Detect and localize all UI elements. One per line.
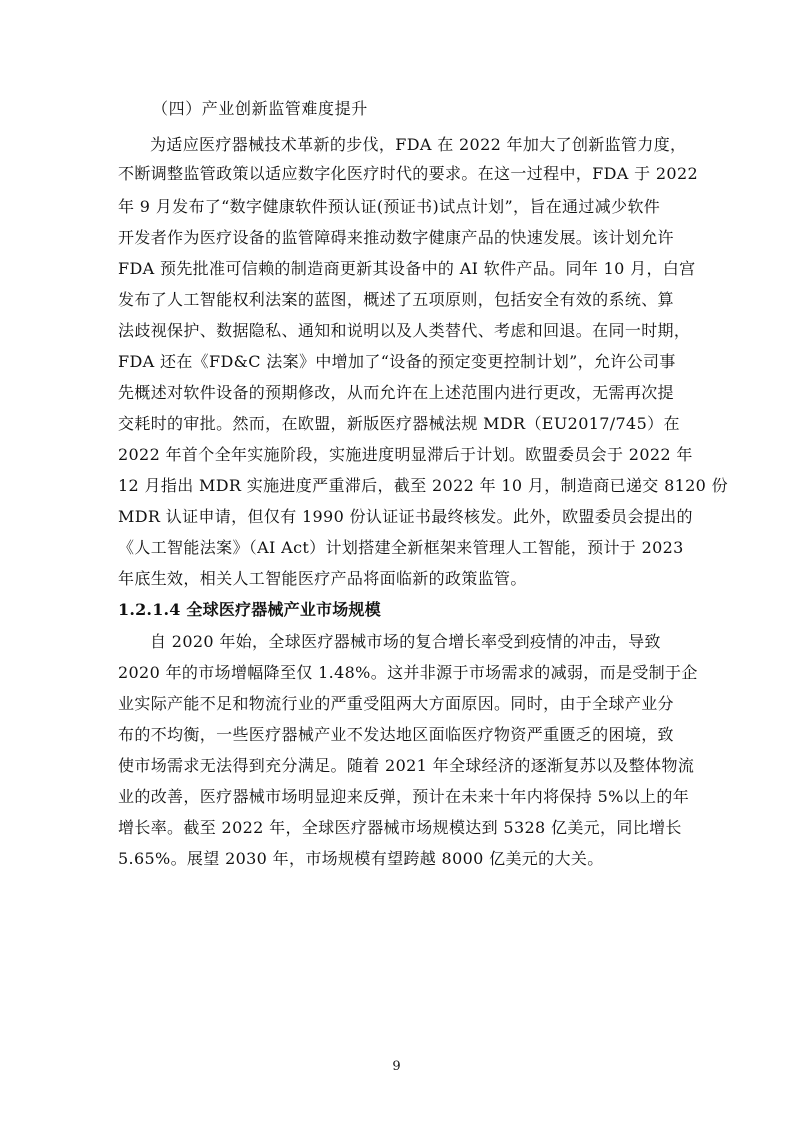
- text-line: 发布了人工智能权利法案的蓝图，概述了五项原则，包括安全有效的系统、算: [118, 290, 674, 309]
- text-line: 5.65%。展望 2030 年，市场规模有望跨越 8000 亿美元的大关。: [118, 849, 604, 868]
- text-line: 2020 年的市场增幅降至仅 1.48%。这并非源于市场需求的减弱，而是受制于企: [118, 663, 698, 682]
- text-line: 为适应医疗器械技术革新的步伐，FDA 在 2022 年加大了创新监管力度，: [150, 135, 687, 154]
- text-line: MDR 认证申请，但仅有 1990 份认证证书最终核发。此外，欧盟委员会提出的: [118, 507, 693, 526]
- text-line: 《人工智能法案》（AI Act）计划搭建全新框架来管理人工智能，预计于 2023: [118, 538, 684, 557]
- text-line: 增长率。截至 2022 年，全球医疗器械市场规模达到 5328 亿美元，同比增长: [118, 818, 682, 837]
- text-line: FDA 预先批准可信赖的制造商更新其设备中的 AI 软件产品。同年 10 月，白宫: [118, 259, 696, 278]
- text-line: 使市场需求无法得到充分满足。随着 2021 年全球经济的逐渐复苏以及整体物流: [118, 756, 695, 775]
- text-line: 布的不均衡，一些医疗器械产业不发达地区面临医疗物资严重匮乏的困境，致: [118, 725, 674, 744]
- subsection-heading: 1.2.1.4 全球医疗器械产业市场规模: [118, 600, 381, 619]
- text-line: 业实际产能不足和物流行业的严重受阻两大方面原因。同时，由于全球产业分: [118, 694, 674, 713]
- text-line: 2022 年首个全年实施阶段，实施进度明显滞后于计划。欧盟委员会于 2022 年: [118, 445, 693, 464]
- text-line: 法歧视保护、数据隐私、通知和说明以及人类替代、考虑和回退。在同一时期，: [118, 321, 691, 340]
- text-line: 交耗时的审批。然而，在欧盟，新版医疗器械法规 MDR（EU2017/745）在: [118, 414, 680, 433]
- section-heading: （四）产业创新监管难度提升: [152, 99, 368, 118]
- text-line: FDA 还在《FD&C 法案》中增加了“设备的预定变更控制计划”，允许公司事: [118, 352, 676, 371]
- text-line: 年 9 月发布了“数字健康软件预认证(预证书)试点计划”，旨在通过减少软件: [118, 197, 661, 216]
- text-line: 先概述对软件设备的预期修改，从而允许在上述范围内进行更改，无需再次提: [118, 383, 674, 402]
- text-line: 业的改善，医疗器械市场明显迎来反弹，预计在未来十年内将保持 5%以上的年: [118, 787, 690, 806]
- text-line: 自 2020 年始，全球医疗器械市场的复合增长率受到疫情的冲击，导致: [150, 632, 661, 651]
- text-line: 年底生效，相关人工智能医疗产品将面临新的政策监管。: [118, 569, 527, 588]
- page-number: 9: [392, 1059, 401, 1074]
- text-line: 12 月指出 MDR 实施进度严重滞后，截至 2022 年 10 月，制造商已递交 8120 份: [118, 476, 728, 495]
- text-line: 不断调整监管政策以适应数字化医疗时代的要求。在这一过程中，FDA 于 2022: [118, 164, 699, 183]
- text-line: 开发者作为医疗设备的监管障碍来推动数字健康产品的快速发展。该计划允许: [118, 228, 674, 247]
